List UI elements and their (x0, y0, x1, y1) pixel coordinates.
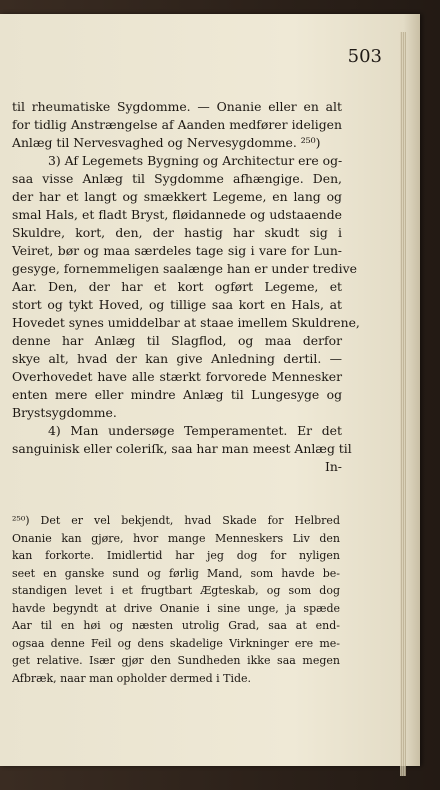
footnote-line: standigen levet i et frugtbart Ægteskab, og som dog (12, 584, 340, 597)
text-line: til rheumatiske Sygdomme. — Onanie eller en alt (12, 99, 342, 114)
footnote-line: kan forkorte. Imidlertid har jeg dog for nyligen (12, 549, 340, 562)
text-line: Hovedet synes umiddelbar at staae imellem Skuldrene, (12, 315, 360, 330)
text-line: Skuldre, kort, den, der hastig har skudt sig i (12, 225, 342, 240)
text-line: 4) Man undersøge Temperamentet. Er det (48, 423, 342, 438)
text-line: skye alt, hvad der kan give Anledning dertil. — (12, 351, 342, 366)
footnote-line: seet en ganske sund og førlig Mand, som havde be- (12, 566, 340, 580)
page-number: 503 (347, 46, 382, 67)
text-line: for tidlig Anstrængelse af Aanden medfører ideligen (12, 117, 342, 132)
text-line: Aar. Den, der har et kort ogført Legeme, et (12, 279, 342, 294)
footnote-line: Onanie kan gjøre, hvor mange Menneskers Liv den (12, 531, 340, 545)
text-line: Overhovedet have alle stærkt forvorede Mennesker (12, 369, 342, 384)
page-edges (400, 32, 406, 776)
text-line: sanguinisk eller coleriſk, saa har man meest Anlæg til (12, 441, 352, 456)
footnote-line: Afbræk, naar man opholder dermed i Tide. (12, 671, 252, 685)
footnote-line: ²⁵⁰) Det er vel bekjendt, hvad Skade for Helbred (12, 514, 340, 527)
text-line: saa visse Anlæg til Sygdomme afhængige. Den, (12, 171, 342, 186)
text-line: smal Hals, et fladt Bryst, fløidannede og udstaaende (12, 207, 342, 222)
text-line: stort og tykt Hoved, og tillige saa kort en Hals, at (12, 297, 342, 312)
text-line: enten mere eller mindre Anlæg til Lungesyge og (12, 387, 342, 402)
footnote-line: havde begyndt at drive Onanie i sine unge, ja spæde (12, 601, 340, 615)
text-line: 3) Af Legemets Bygning og Architectur ere og- (48, 153, 343, 168)
text-line: gesyge, fornemmeligen saalænge han er under tredive (12, 261, 357, 276)
text-line: In- (324, 459, 342, 474)
text-line: Veiret, bør og maa særdeles tage sig i vare for Lun- (12, 243, 342, 258)
footnote-line: ogsaa denne Feil og dens skadelige Virkninger ere me- (12, 636, 340, 650)
text-line: Anlæg til Nervesvaghed og Nervesygdomme. ²⁵⁰) (12, 135, 321, 150)
book-page (0, 14, 420, 766)
text-line: denne har Anlæg til Slagflod, og maa derfor (12, 333, 342, 348)
text-line: der har et langt og smækkert Legeme, en lang og (12, 189, 342, 204)
footnote-line: get relative. Især gjør den Sundheden ikke saa megen (12, 654, 340, 667)
footnote-line: Aar til en høi og næsten utrolig Grad, saa at end- (12, 619, 340, 632)
text-line: Brystsygdomme. (12, 405, 117, 420)
